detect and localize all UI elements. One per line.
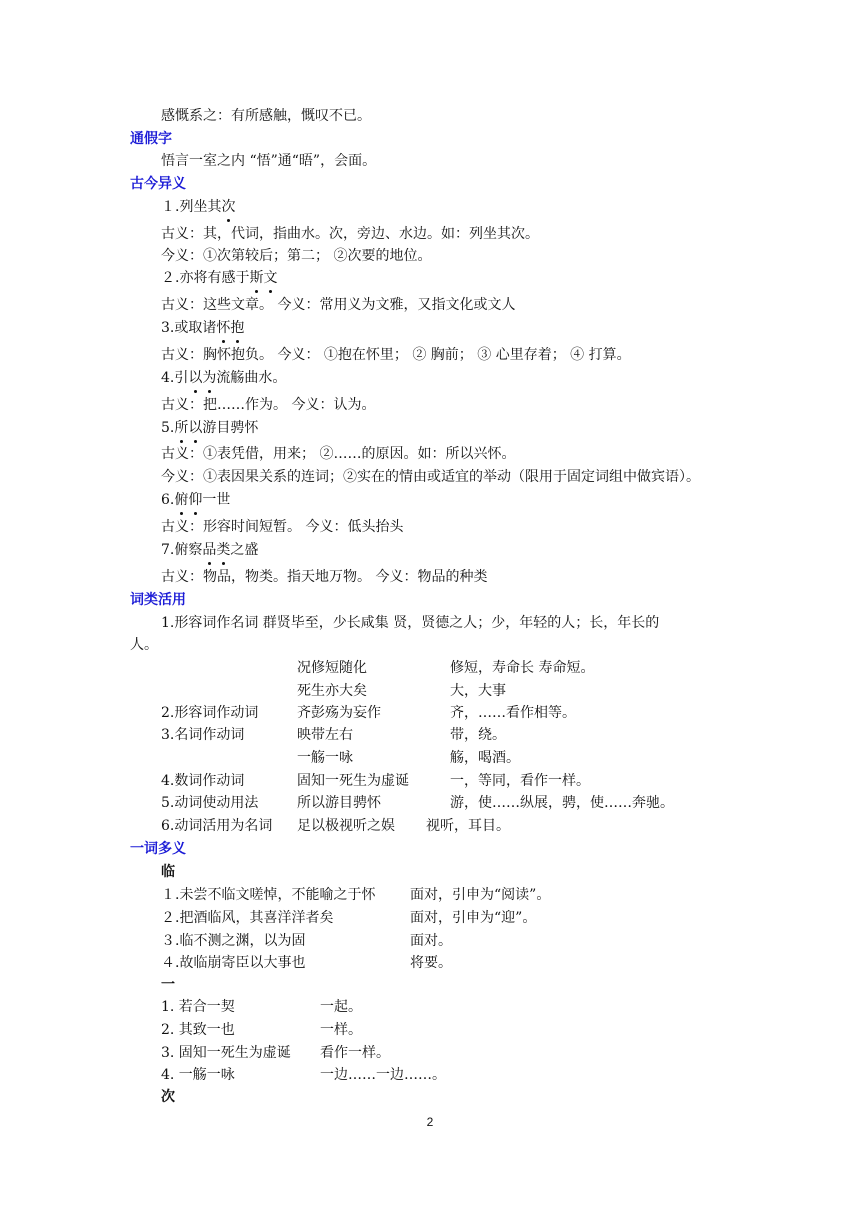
modern-meaning: 今义：①次第较后；第二； ②次要的地位。 <box>161 248 432 264</box>
table-cell: 4.数词作动词 <box>161 773 245 789</box>
polysemy-meaning: 面对，引申为“阅读”。 <box>410 887 551 903</box>
polysemy-meaning: 面对。 <box>410 933 452 949</box>
example-sentence: 5.所以游目骋怀 <box>161 420 259 436</box>
table-cell: 大，大事 <box>450 683 506 699</box>
example-sentence: 4.引以为流觞曲水。 <box>161 370 287 386</box>
ancient-meaning: 古义：这些文章。 今义：常用义为文雅，又指文化或文人 <box>161 297 516 313</box>
text-line: 悟言一室之内 “悟”通“晤”，会面。 <box>161 153 377 169</box>
page-number: 2 <box>426 1115 434 1129</box>
table-cell: 2.形容词作动词 <box>161 705 259 721</box>
table-cell: 5.动词使动用法 <box>161 795 259 811</box>
table-cell: 死生亦大矣 <box>297 683 367 699</box>
table-cell: 况修短随化 <box>297 660 367 676</box>
polysemy-example: ４.故临崩寄臣以大事也 <box>161 955 306 971</box>
section-heading-cileihuoyong: 词类活用 <box>130 592 186 608</box>
table-cell: 固知一死生为虚诞 <box>297 773 409 789</box>
polysemy-example: ３.临不测之渊，以为固 <box>161 933 306 949</box>
ancient-meaning: 古义：①表凭借，用来； ②……的原因。如：所以兴怀。 <box>161 446 516 462</box>
example-sentence: １.列坐其次 <box>161 199 236 215</box>
table-cell: 足以极视听之娱 <box>297 818 395 834</box>
polysemy-example: 4. 一觞一咏 <box>161 1067 235 1083</box>
polysemy-meaning: 面对，引申为“迎”。 <box>410 910 537 926</box>
example-sentence: 3.或取诸怀抱 <box>161 320 245 336</box>
text-line: 人。 <box>130 637 158 653</box>
ancient-meaning: 古义：其，代词，指曲水。次，旁边、水边。如：列坐其次。 <box>161 226 539 242</box>
polysemy-example: 3. 固知一死生为虚诞 <box>161 1045 291 1061</box>
example-sentence: ２.亦将有感于斯文 <box>161 270 278 286</box>
polysemy-meaning: 一起。 <box>320 999 362 1015</box>
table-cell: 带，绕。 <box>450 727 506 743</box>
text-line: 感慨系之：有所感触，慨叹不已。 <box>161 108 371 124</box>
table-cell: 一觞一咏 <box>297 750 353 766</box>
polysemy-meaning: 将要。 <box>410 955 452 971</box>
table-cell: 觞，喝酒。 <box>450 750 520 766</box>
table-cell: 一，等同，看作一样。 <box>450 773 590 789</box>
polysemy-example: 2. 其致一也 <box>161 1022 235 1038</box>
text-line: 1.形容词作名词 群贤毕至，少长咸集 贤，贤德之人；少，年轻的人；长，年长的 <box>161 615 660 631</box>
table-cell: 映带左右 <box>297 727 353 743</box>
polysemy-example: ２.把酒临风，其喜洋洋者矣 <box>161 910 334 926</box>
table-cell: 所以游目骋怀 <box>297 795 381 811</box>
table-cell: 6.动词活用为名词 <box>161 818 273 834</box>
polysemy-meaning: 看作一样。 <box>320 1045 390 1061</box>
table-cell: 3.名词作动词 <box>161 727 245 743</box>
section-heading-tongjiazi: 通假字 <box>130 131 172 147</box>
section-heading-yicíduoyi: 一词多义 <box>130 841 186 857</box>
ancient-meaning: 古义：把……作为。 今义：认为。 <box>161 397 376 413</box>
ancient-meaning: 古义：形容时间短暂。 今义：低头抬头 <box>161 519 404 535</box>
polysemy-meaning: 一样。 <box>320 1022 362 1038</box>
table-cell: 视听，耳目。 <box>426 818 510 834</box>
modern-meaning: 今义：①表因果关系的连词；②实在的情由或适宜的举动（限用于固定词组中做宾语）。 <box>161 469 700 485</box>
polysemy-example: １.未尝不临文嗟悼，不能喻之于怀 <box>161 887 376 903</box>
example-sentence: 6.俯仰一世 <box>161 492 231 508</box>
table-cell: 修短，寿命长 寿命短。 <box>450 660 595 676</box>
table-cell: 游，使……纵展，骋，使……奔驰。 <box>450 795 674 811</box>
ancient-meaning: 古义：胸怀抱负。 今义： ①抱在怀里； ② 胸前； ③ 心里存着； ④ 打算。 <box>161 347 631 363</box>
example-sentence: 7.俯察品类之盛 <box>161 542 259 558</box>
section-heading-gujinyiyi: 古今异义 <box>130 176 186 192</box>
polysemy-example: 1. 若合一契 <box>161 999 235 1015</box>
keyword-yi: 一 <box>161 977 175 993</box>
table-cell: 齐彭殇为妄作 <box>297 705 381 721</box>
polysemy-meaning: 一边……一边……。 <box>320 1067 446 1083</box>
ancient-meaning: 古义：物品，物类。指天地万物。 今义：物品的种类 <box>161 569 488 585</box>
keyword-ci: 次 <box>161 1089 175 1105</box>
table-cell: 齐，……看作相等。 <box>450 705 576 721</box>
keyword-lin: 临 <box>161 864 175 880</box>
